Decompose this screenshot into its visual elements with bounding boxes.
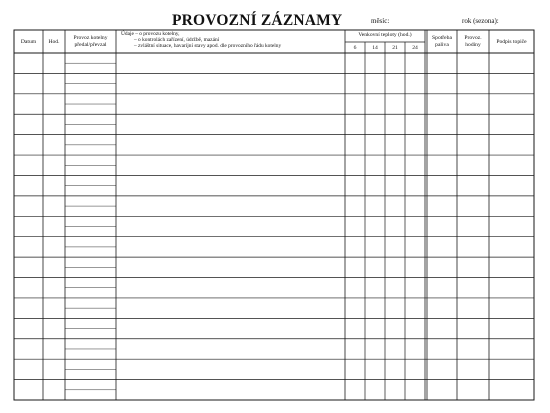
temp-hour-14: 14 [372,45,378,51]
column-header-op-hours: Provoz. hodiny [464,35,482,48]
column-header-outdoor-temp: Venkovní teploty (hod.) [358,32,412,38]
column-header-hour: Hod. [48,39,60,45]
notes-line-maintenance: – o kontrolách zařízení, údržbě, mazání [134,37,220,44]
temp-hour-6: 6 [353,45,357,51]
notes-line-emergency: – zvláštní situace, havarijní stavy apod. dle provozního řádu kotelny [134,43,282,50]
column-header-operator: Provoz kotelny předal/převzal [73,35,108,48]
table-border [14,30,534,400]
form-title: PROVOZNÍ ZÁZNAMY [172,12,343,29]
notes-line-operation: Údaje – o provozu kotelny, [121,31,180,37]
month-label: měsíc: [371,17,390,25]
column-header-notes [121,31,281,50]
year-label: rok (sezona): [462,17,499,25]
column-header-stoker-sign: Podpis topiče [496,39,527,45]
column-header-fuel: Spotřeba paliva [432,35,452,48]
column-header-date: Datum [20,39,37,45]
temp-hour-21: 21 [392,45,398,51]
temp-hour-24: 24 [412,45,418,51]
